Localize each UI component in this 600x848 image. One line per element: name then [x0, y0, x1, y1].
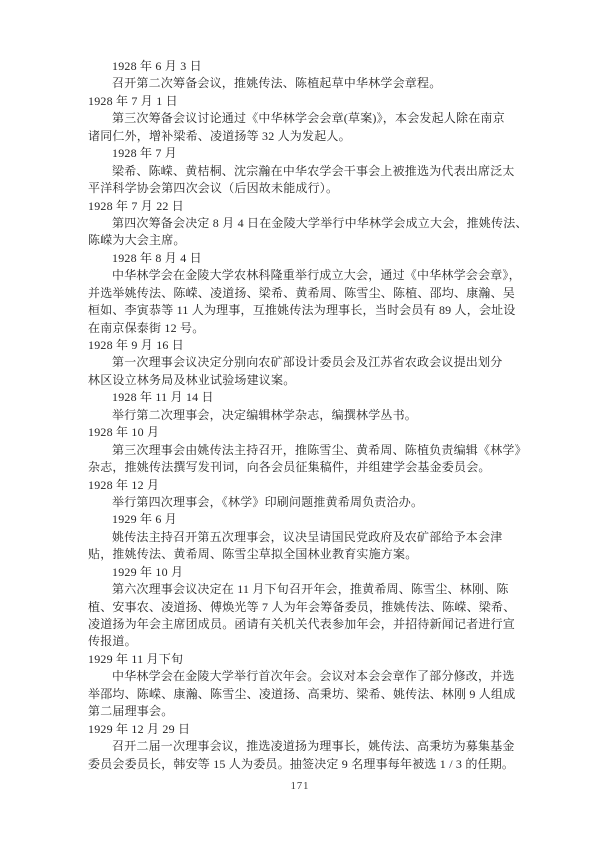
body-line: 梁希、陈嵘、黄桔桐、沈宗瀚在中华农学会干事会上被推选为代表出席泛太: [112, 163, 515, 178]
date-line: 1928 年 10 月: [88, 425, 160, 440]
date-line: 1929 年 6 月: [112, 512, 178, 527]
body-line: 中华林学会在金陵大学农林科隆重举行成立大会，通过《中华林学会会章》，: [112, 268, 521, 283]
body-line: 林区设立林务局及林业试验场建议案。: [88, 372, 296, 387]
body-line: 召开第二次筹备会议，推姚传法、陈植起草中华林学会章程。: [112, 76, 442, 91]
body-line: 举行第二次理事会，决定编辑林学杂志，编撰林学丛书。: [112, 407, 418, 422]
body-line: 第三次理事会由姚传法主持召开，推陈雪尘、黄希周、陈植负责编辑《林学》: [112, 442, 527, 457]
page-number: 171: [290, 781, 310, 792]
date-line: 1928 年 6 月 3 日: [112, 59, 202, 73]
body-line: 植、安事农、凌道扬、傅焕光等 7 人为年会筹备委员，推姚传法、陈嵘、梁希、: [88, 599, 516, 614]
body-line: 委员会委员长，韩安等 15 人为委员。抽签决定 9 名理事每年被选 1 / 3 的任期。: [88, 756, 515, 771]
body-line: 第二届理事会。: [88, 704, 174, 719]
date-line: 1928 年 7 月 22 日: [88, 198, 185, 213]
body-line: 贴，推姚传法、黄希周、陈雪尘草拟全国林业教育实施方案。: [88, 547, 418, 562]
body-line: 在南京保泰街 12 号。: [88, 320, 205, 335]
body-line: 诸同仁外，增补梁希、凌道扬等 32 人为发起人。: [88, 128, 351, 143]
body-line: 陈嵘为大会主席。: [88, 233, 186, 248]
date-line: 1929 年 11 月下旬: [88, 651, 184, 666]
body-line: 中华林学会在金陵大学举行首次年会。会议对本会会章作了部分修改，并选: [112, 669, 515, 684]
body-line: 并选举姚传法、陈嵘、凌道扬、梁希、黄希周、陈雪尘、陈植、邵均、康瀚、吴: [88, 285, 516, 300]
body-line: 桓如、李寅恭等 11 人为理事，互推姚传法为理事长，当时会员有 89 人，会址设: [88, 303, 516, 318]
body-line: 传报道。: [88, 634, 137, 649]
date-line: 1928 年 9 月 16 日: [88, 338, 185, 352]
body-line: 举行第四次理事会，《林学》印刷问题推黄希周负责洽办。: [112, 494, 424, 509]
date-line: 1929 年 12 月 29 日: [88, 721, 191, 736]
date-line: 1928 年 8 月 4 日: [112, 250, 202, 265]
body-line: 第六次理事会议决定在 11 月下旬召开年会，推黄希周、陈雪尘、林刚、陈: [112, 582, 509, 597]
document-lines: [88, 58, 528, 773]
body-line: 第四次筹备会决定 8 月 4 日在金陵大学举行中华林学会成立大会，推姚传法、: [112, 215, 528, 230]
body-line: 杂志，推姚传法撰写发刊词，向各会员征集稿件，并组建学会基金委员会。: [88, 460, 491, 475]
date-line: 1928 年 7 月: [112, 146, 178, 161]
body-line: 第三次筹备会议讨论通过《中华林学会会章(草案)》，本会发起人除在南京: [112, 111, 505, 126]
body-line: 姚传法主持召开第五次理事会，议决呈请国民党政府及农矿部给予本会津: [112, 529, 503, 544]
body-line: 召开二届一次理事会议，推选凌道扬为理事长，姚传法、高秉坊为募集基金: [112, 739, 515, 754]
body-line: 举邵均、陈嵘、康瀚、陈雪尘、凌道扬、高秉坊、梁希、姚传法、林刚 9 人组成: [88, 686, 516, 701]
date-line: 1929 年 10 月: [112, 564, 184, 579]
date-line: 1928 年 7 月 1 日: [88, 93, 178, 108]
date-line: 1928 年 11 月 14 日: [112, 390, 214, 405]
body-line: 凌道扬为年会主席团成员。函请有关机关代表参加年会，并招待新闻记者进行宣: [88, 617, 516, 631]
body-line: 第一次理事会议决定分别向农矿部设计委员会及江苏省农政会议提出划分: [112, 355, 503, 370]
body-line: 平洋科学协会第四次会议（后因故未能成行）。: [88, 181, 339, 196]
date-line: 1928 年 12 月: [88, 477, 160, 492]
